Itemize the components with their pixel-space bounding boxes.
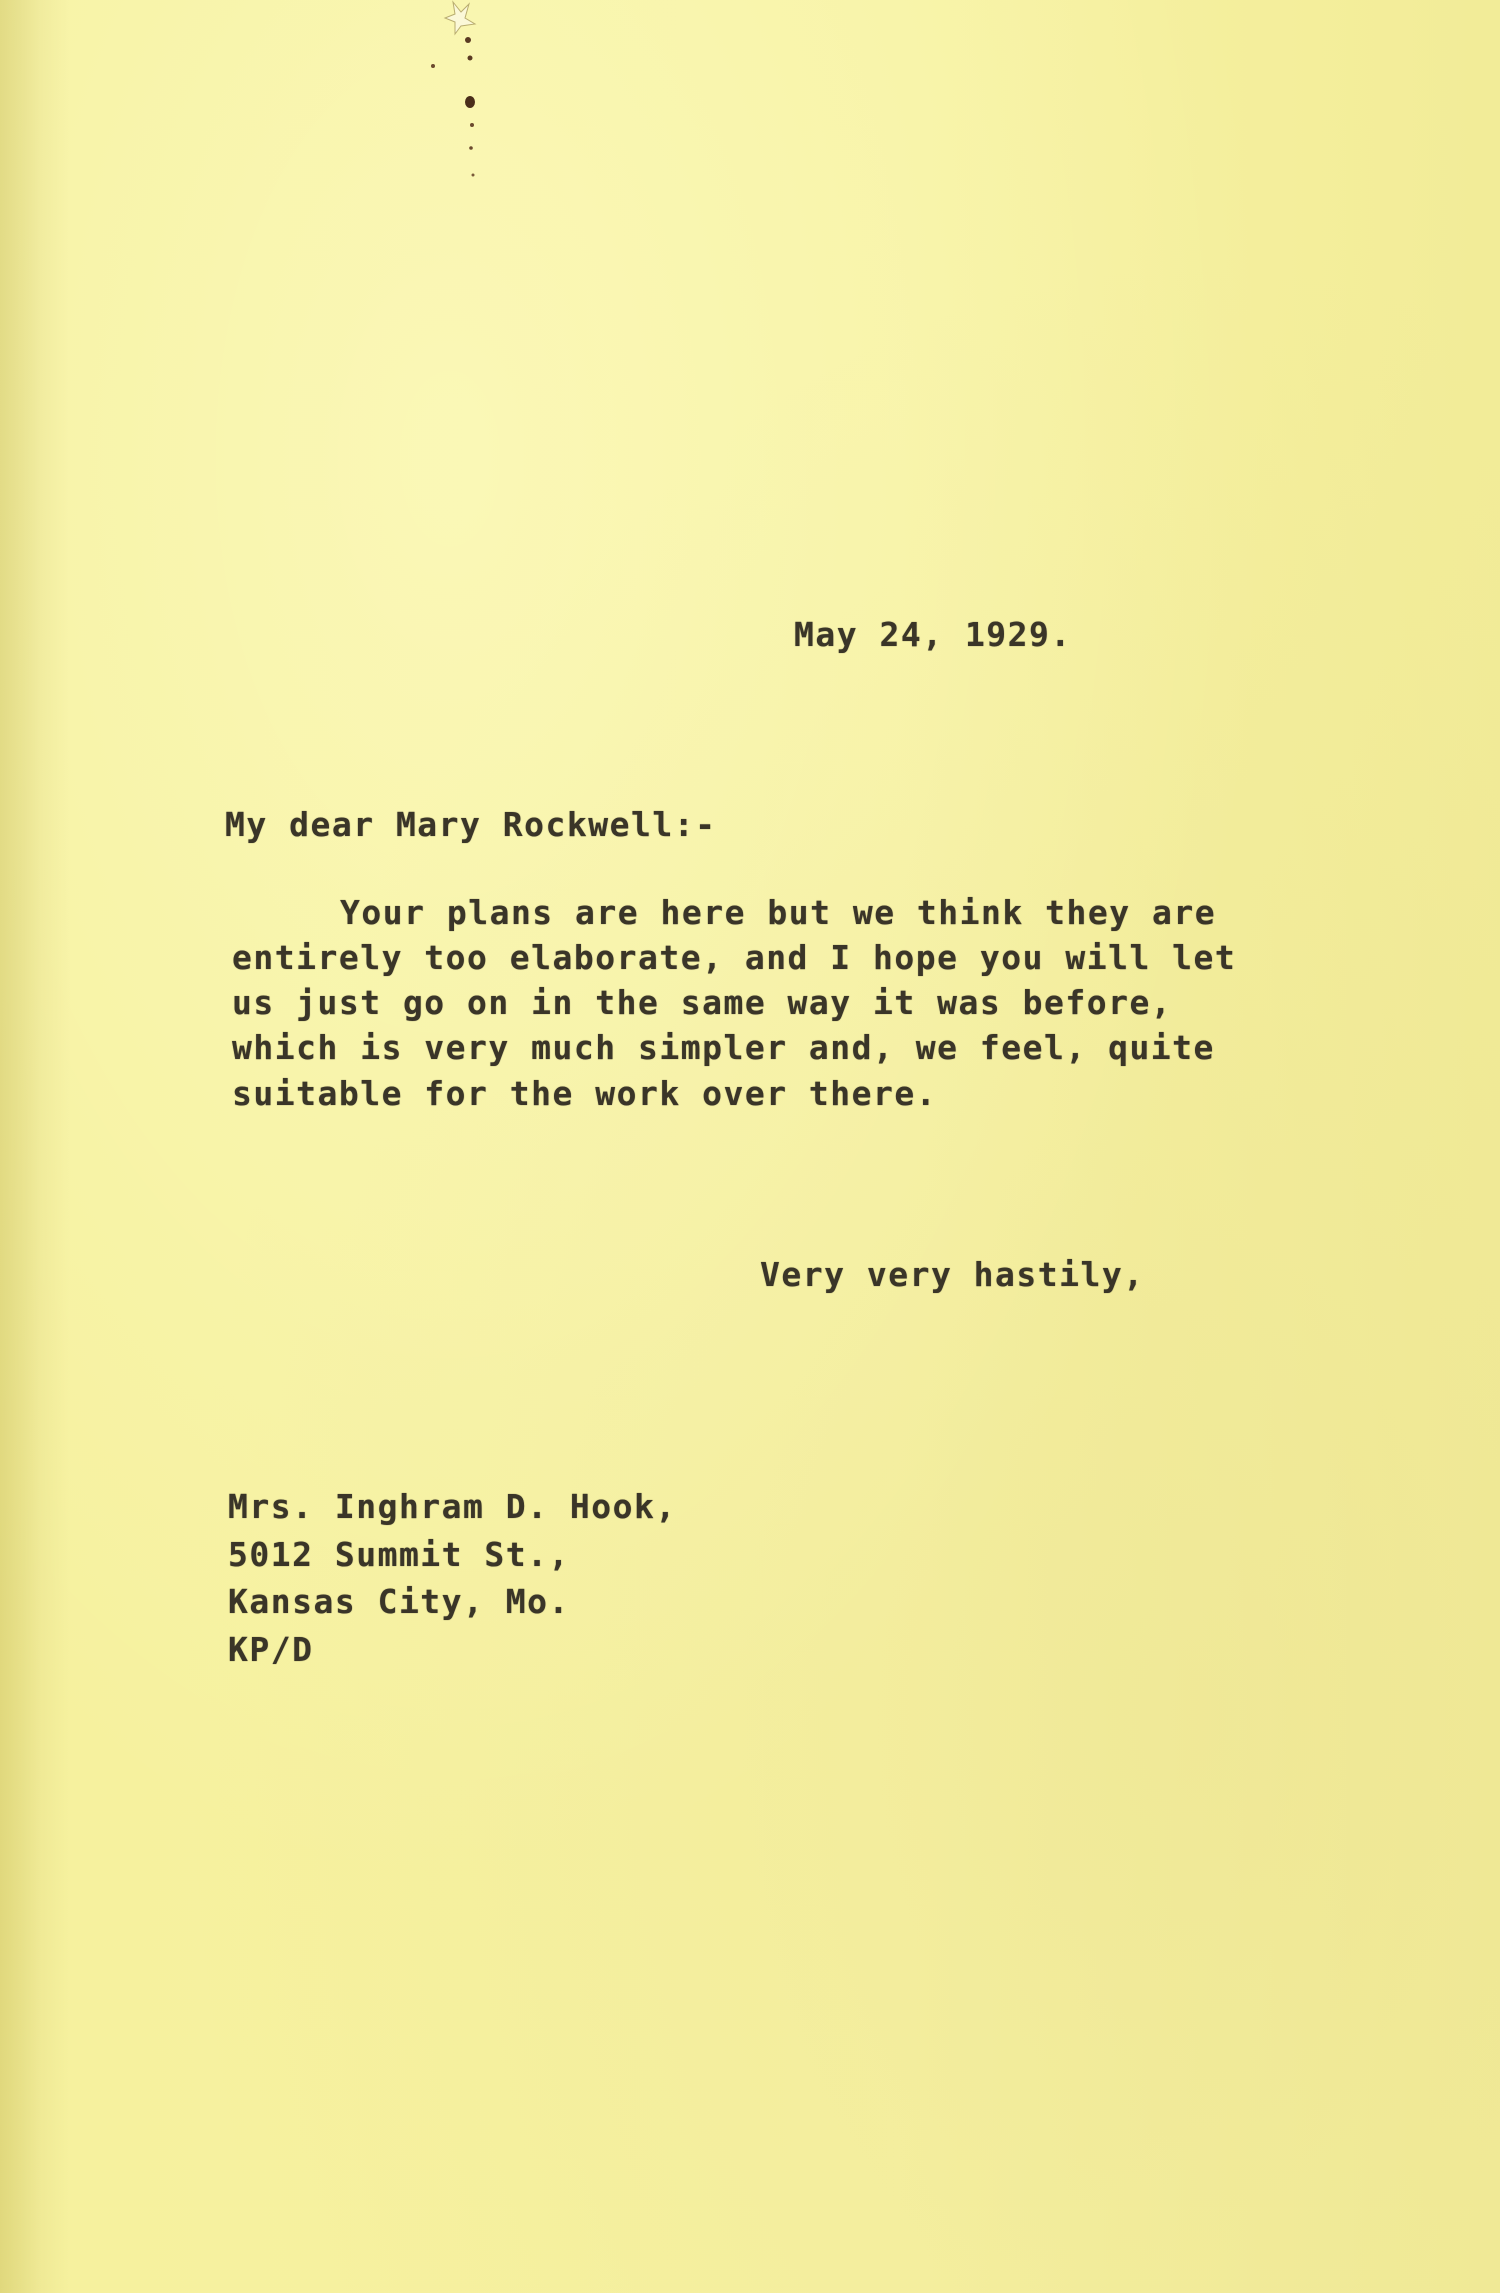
staple-hole-mark: [425, 0, 495, 190]
letter-date: May 24, 1929.: [794, 615, 1072, 654]
recipient-street: 5012 Summit St.,: [228, 1535, 570, 1574]
body-line: suitable for the work over there.: [232, 1074, 938, 1113]
body-line: entirely too elaborate, and I hope you will let: [232, 938, 1237, 977]
reference-initials: KP/D: [228, 1630, 314, 1669]
body-line: which is very much simpler and, we feel, quite: [232, 1028, 1215, 1067]
body-line: Your plans are here but we think they are: [340, 893, 1217, 932]
paper-edge-shadow: [0, 0, 70, 2293]
recipient-city: Kansas City, Mo.: [228, 1582, 570, 1621]
closing: Very very hastily,: [760, 1255, 1145, 1294]
salutation: My dear Mary Rockwell:-: [225, 805, 717, 844]
body-line: us just go on in the same way it was before,: [232, 983, 1173, 1022]
recipient-name: Mrs. Inghram D. Hook,: [228, 1487, 677, 1526]
